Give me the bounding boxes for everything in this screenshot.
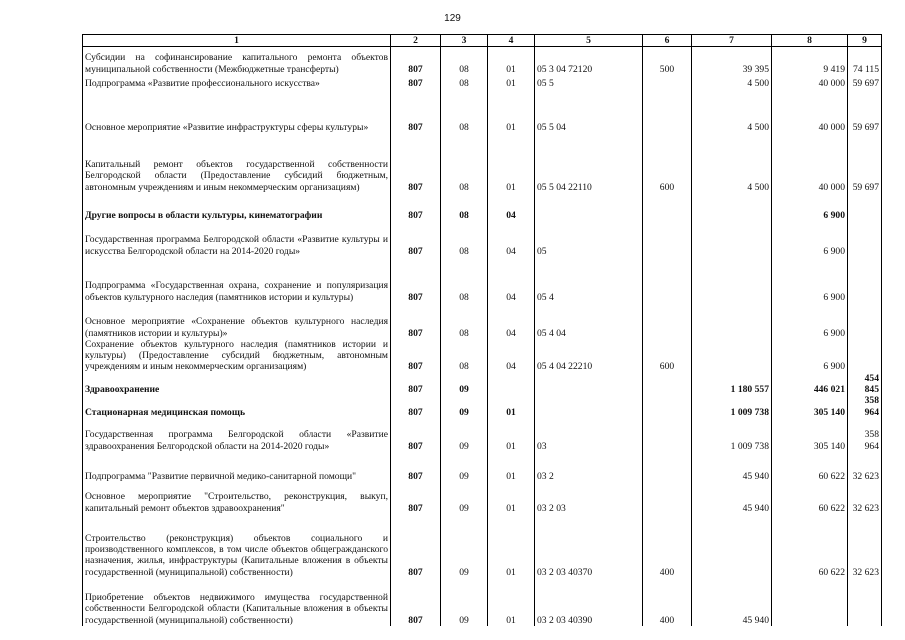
- chapter-code-cell: 807: [391, 193, 441, 221]
- row-name-cell: Государственная программа Белгородской области «Развитие культуры и искусства Белгородской области на 2014-2020 годы»: [83, 221, 391, 257]
- amount-cell-8: 60 622: [772, 452, 848, 482]
- amount-cell-7: 4 500: [692, 133, 772, 193]
- section-code-cell: 08: [441, 257, 488, 303]
- expense-type-cell: 600: [643, 133, 692, 193]
- amount-cell-7: [692, 221, 772, 257]
- amount-cell-9: [848, 193, 882, 221]
- table-row: [83, 47, 882, 75]
- row-name-cell: Субсидии на софинансирование капитального ремонта объектов муниципальной собственности (Межбюджетные трансферты): [83, 47, 391, 75]
- section-code-cell: 08: [441, 221, 488, 257]
- section-code-cell: 08: [441, 89, 488, 133]
- expense-type-cell: [643, 452, 692, 482]
- table-row: [83, 257, 882, 303]
- subsection-code-cell: 04: [488, 303, 535, 339]
- section-code-cell: 09: [441, 482, 488, 514]
- section-code-cell: 09: [441, 578, 488, 626]
- row-name-cell: Подпрограмма "Развитие первичной медико-санитарной помощи": [83, 452, 391, 482]
- section-code-cell: 08: [441, 133, 488, 193]
- amount-cell-9: 454 845: [848, 373, 882, 396]
- subsection-code-cell: 01: [488, 418, 535, 452]
- amount-cell-8: 9 419: [772, 47, 848, 75]
- amount-cell-7: 39 395: [692, 47, 772, 75]
- table-row: [83, 193, 882, 221]
- subsection-code-cell: 01: [488, 89, 535, 133]
- table-row: [83, 75, 882, 89]
- amount-cell-9: 59 697: [848, 89, 882, 133]
- expense-type-cell: [643, 395, 692, 418]
- expense-type-cell: [643, 303, 692, 339]
- chapter-code-cell: 807: [391, 133, 441, 193]
- table-row: [83, 373, 882, 396]
- subsection-code-cell: 04: [488, 193, 535, 221]
- header-cell: 3: [441, 35, 488, 47]
- amount-cell-9: [848, 221, 882, 257]
- amount-cell-9: [848, 303, 882, 339]
- row-name-cell: Подпрограмма «Государственная охрана, сохранение и популяризация объектов культурного наследия (памятников истории и культуры): [83, 257, 391, 303]
- row-name-cell: Другие вопросы в области культуры, кинематографии: [83, 193, 391, 221]
- expense-type-cell: [643, 482, 692, 514]
- amount-cell-8: 305 140: [772, 395, 848, 418]
- chapter-code-cell: 807: [391, 75, 441, 89]
- page-number: 129: [444, 13, 461, 24]
- chapter-code-cell: 807: [391, 418, 441, 452]
- row-name-cell: Основное мероприятие «Сохранение объектов культурного наследия (памятников истории и культуры)»: [83, 303, 391, 339]
- header-cell: 4: [488, 35, 535, 47]
- amount-cell-8: [772, 578, 848, 626]
- section-code-cell: 09: [441, 418, 488, 452]
- table-row: [83, 514, 882, 578]
- amount-cell-7: [692, 257, 772, 303]
- amount-cell-7: 4 500: [692, 75, 772, 89]
- target-article-cell: 05 4 04: [535, 303, 643, 339]
- amount-cell-9: 59 697: [848, 75, 882, 89]
- subsection-code-cell: 01: [488, 395, 535, 418]
- table-row: [83, 482, 882, 514]
- row-name-cell: Стационарная медицинская помощь: [83, 395, 391, 418]
- amount-cell-9: 32 623: [848, 452, 882, 482]
- section-code-cell: 08: [441, 339, 488, 373]
- header-cell: 6: [643, 35, 692, 47]
- expense-type-cell: [643, 89, 692, 133]
- section-code-cell: 08: [441, 47, 488, 75]
- row-name-cell: Основное мероприятие "Строительство, реконструкция, выкуп, капитальный ремонт объектов здравоохранения": [83, 482, 391, 514]
- subsection-code-cell: 01: [488, 578, 535, 626]
- amount-cell-9: 74 115: [848, 47, 882, 75]
- expense-type-cell: [643, 257, 692, 303]
- amount-cell-8: 40 000: [772, 133, 848, 193]
- table-row: [83, 395, 882, 418]
- target-article-cell: [535, 373, 643, 396]
- amount-cell-8: 6 900: [772, 221, 848, 257]
- table-row: [83, 89, 882, 133]
- chapter-code-cell: 807: [391, 89, 441, 133]
- budget-table: [82, 34, 882, 626]
- subsection-code-cell: 01: [488, 75, 535, 89]
- expense-type-cell: [643, 418, 692, 452]
- expense-type-cell: 400: [643, 578, 692, 626]
- table-row: [83, 452, 882, 482]
- row-name-cell: Государственная программа Белгородской области «Развитие здравоохранения Белгородской области на 2014-2020 годы»: [83, 418, 391, 452]
- amount-cell-7: [692, 193, 772, 221]
- chapter-code-cell: 807: [391, 47, 441, 75]
- section-code-cell: 09: [441, 514, 488, 578]
- amount-cell-8: 6 900: [772, 303, 848, 339]
- section-code-cell: 08: [441, 75, 488, 89]
- amount-cell-8: 446 021: [772, 373, 848, 396]
- row-name-cell: Капитальный ремонт объектов государственной собственности Белгородской области (Предоставление субсидий бюджетным, автономным учреждениям и иным некоммерческим организациям): [83, 133, 391, 193]
- target-article-cell: 03 2 03 40390: [535, 578, 643, 626]
- chapter-code-cell: 807: [391, 452, 441, 482]
- chapter-code-cell: 807: [391, 482, 441, 514]
- amount-cell-8: 40 000: [772, 89, 848, 133]
- table-row: [83, 133, 882, 193]
- amount-cell-7: [692, 514, 772, 578]
- target-article-cell: 05: [535, 221, 643, 257]
- section-code-cell: 08: [441, 303, 488, 339]
- amount-cell-7: 1 009 738: [692, 418, 772, 452]
- amount-cell-8: 40 000: [772, 75, 848, 89]
- subsection-code-cell: 01: [488, 482, 535, 514]
- subsection-code-cell: 01: [488, 47, 535, 75]
- target-article-cell: 05 5 04 22110: [535, 133, 643, 193]
- chapter-code-cell: 807: [391, 221, 441, 257]
- header-cell: 2: [391, 35, 441, 47]
- table-row: [83, 418, 882, 452]
- chapter-code-cell: 807: [391, 514, 441, 578]
- amount-cell-7: 45 940: [692, 452, 772, 482]
- amount-cell-8: 6 900: [772, 257, 848, 303]
- row-name-cell: Подпрограмма «Развитие профессионального искусства»: [83, 75, 391, 89]
- target-article-cell: 05 5 04: [535, 89, 643, 133]
- expense-type-cell: [643, 193, 692, 221]
- section-code-cell: 08: [441, 193, 488, 221]
- expense-type-cell: 600: [643, 339, 692, 373]
- expense-type-cell: [643, 373, 692, 396]
- subsection-code-cell: 04: [488, 339, 535, 373]
- expense-type-cell: 400: [643, 514, 692, 578]
- amount-cell-7: [692, 339, 772, 373]
- expense-type-cell: [643, 221, 692, 257]
- amount-cell-8: 6 900: [772, 193, 848, 221]
- target-article-cell: 03 2: [535, 452, 643, 482]
- subsection-code-cell: 01: [488, 452, 535, 482]
- subsection-code-cell: 01: [488, 133, 535, 193]
- amount-cell-9: 358 964: [848, 395, 882, 418]
- amount-cell-7: 45 940: [692, 578, 772, 626]
- amount-cell-7: 4 500: [692, 89, 772, 133]
- section-code-cell: 09: [441, 373, 488, 396]
- amount-cell-8: 60 622: [772, 514, 848, 578]
- section-code-cell: 09: [441, 395, 488, 418]
- chapter-code-cell: 807: [391, 578, 441, 626]
- header-cell: 5: [535, 35, 643, 47]
- header-cell: 9: [848, 35, 882, 47]
- row-name-cell: Здравоохранение: [83, 373, 391, 396]
- table-row: [83, 221, 882, 257]
- amount-cell-7: 1 009 738: [692, 395, 772, 418]
- target-article-cell: 05 3 04 72120: [535, 47, 643, 75]
- chapter-code-cell: 807: [391, 303, 441, 339]
- target-article-cell: 03 2 03: [535, 482, 643, 514]
- amount-cell-8: 60 622: [772, 482, 848, 514]
- expense-type-cell: 500: [643, 47, 692, 75]
- target-article-cell: 03: [535, 418, 643, 452]
- amount-cell-9: 59 697: [848, 133, 882, 193]
- amount-cell-9: [848, 257, 882, 303]
- table-header-row: [83, 35, 882, 47]
- target-article-cell: 03 2 03 40370: [535, 514, 643, 578]
- amount-cell-9: 358 964: [848, 418, 882, 452]
- row-name-cell: Сохранение объектов культурного наследия (памятников истории и культуры) (Предоставление субсидий бюджетным, автономным учреждениям и иным некоммерческим организациям): [83, 339, 391, 373]
- subsection-code-cell: 04: [488, 221, 535, 257]
- amount-cell-9: 32 623: [848, 482, 882, 514]
- expense-type-cell: [643, 75, 692, 89]
- header-cell: 7: [692, 35, 772, 47]
- amount-cell-9: [848, 339, 882, 373]
- section-code-cell: 09: [441, 452, 488, 482]
- row-name-cell: Основное мероприятие «Развитие инфраструктуры сферы культуры»: [83, 89, 391, 133]
- chapter-code-cell: 807: [391, 373, 441, 396]
- chapter-code-cell: 807: [391, 257, 441, 303]
- table-row: [83, 339, 882, 373]
- table-row: [83, 578, 882, 626]
- amount-cell-8: 305 140: [772, 418, 848, 452]
- row-name-cell: Строительство (реконструкция) объектов социального и производственного комплексов, в том числе объектов общегражданского назначения, жилья, инфраструктуры (Капитальные вложения в объекты государственной (муниципальной) собственности): [83, 514, 391, 578]
- amount-cell-7: 1 180 557: [692, 373, 772, 396]
- header-cell: 8: [772, 35, 848, 47]
- row-name-cell: Приобретение объектов недвижимого имущества государственной собственности Белгородской области (Капитальные вложения в объекты государственной (муниципальной) собственности): [83, 578, 391, 626]
- amount-cell-8: 6 900: [772, 339, 848, 373]
- subsection-code-cell: [488, 373, 535, 396]
- chapter-code-cell: 807: [391, 395, 441, 418]
- header-cell: 1: [83, 35, 391, 47]
- target-article-cell: 05 4 04 22210: [535, 339, 643, 373]
- chapter-code-cell: 807: [391, 339, 441, 373]
- amount-cell-9: 32 623: [848, 514, 882, 578]
- subsection-code-cell: 01: [488, 514, 535, 578]
- target-article-cell: 05 5: [535, 75, 643, 89]
- target-article-cell: 05 4: [535, 257, 643, 303]
- amount-cell-7: [692, 303, 772, 339]
- table-row: [83, 303, 882, 339]
- target-article-cell: [535, 193, 643, 221]
- subsection-code-cell: 04: [488, 257, 535, 303]
- amount-cell-9: [848, 578, 882, 626]
- amount-cell-7: 45 940: [692, 482, 772, 514]
- target-article-cell: [535, 395, 643, 418]
